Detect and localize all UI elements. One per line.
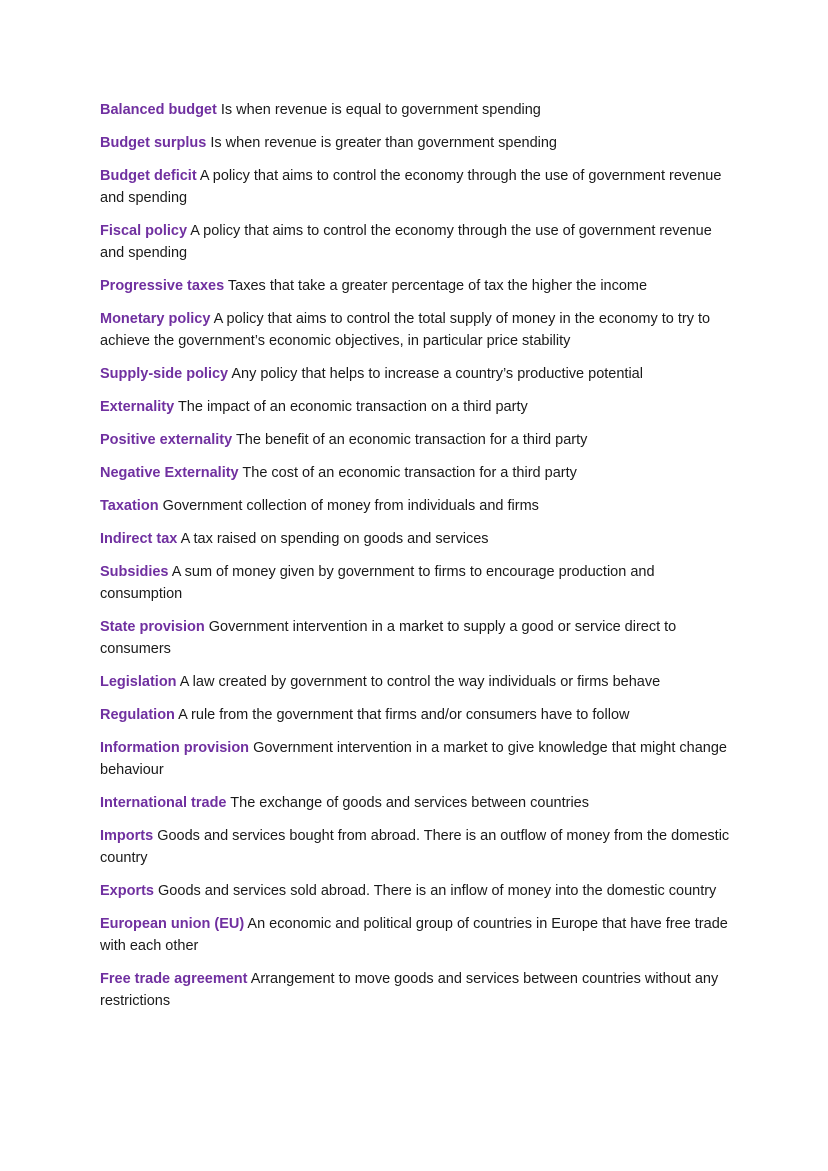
glossary-definition: Is when revenue is greater than government spending [210,135,557,151]
glossary-term: Positive externality [100,432,233,448]
glossary-definition: Arrangement to move goods and services between countries without any restrictions [100,971,719,1009]
glossary-entry [100,561,730,605]
glossary-definition: An economic and political group of countries in Europe that have free trade with each other [100,916,728,954]
glossary-entry [100,462,730,484]
glossary-definition: Goods and services sold abroad. There is an inflow of money into the domestic country [158,883,717,899]
glossary-entry [100,528,730,550]
glossary-term: Budget surplus [100,135,207,151]
glossary-definition: Government intervention in a market to supply a good or service direct to consumers [100,619,677,657]
glossary-definition: Any policy that helps to increase a country’s productive potential [231,366,643,382]
glossary-term: Progressive taxes [100,278,225,294]
glossary-entry [100,825,730,869]
glossary-definition: A law created by government to control the way individuals or firms behave [179,674,661,690]
glossary-entry [100,220,730,264]
glossary-term: Free trade agreement [100,971,248,987]
glossary-definition: A sum of money given by government to firms to encourage production and consumption [100,564,655,602]
glossary-term: International trade [100,795,227,811]
glossary-entry [100,396,730,418]
glossary-term: Imports [100,828,154,844]
glossary-entry [100,704,730,726]
glossary-term: Indirect tax [100,531,178,547]
glossary-entry [100,880,730,902]
glossary-definition: A policy that aims to control the economy through the use of government revenue and spending [100,223,712,261]
glossary-definition: Taxes that take a greater percentage of tax the higher the income [227,278,648,294]
glossary-term: Taxation [100,498,159,514]
glossary-definition: The benefit of an economic transaction for a third party [235,432,588,448]
glossary-definition: A rule from the government that firms and/or consumers have to follow [178,707,630,723]
glossary-definition: The impact of an economic transaction on a third party [177,399,528,415]
glossary-entry [100,616,730,660]
glossary-entry [100,792,730,814]
glossary-definition: Is when revenue is equal to government spending [220,102,541,118]
glossary-entry [100,99,730,121]
glossary-definition: A policy that aims to control the economy through the use of government revenue and spending [100,168,722,206]
glossary-term: Budget deficit [100,168,197,184]
glossary-term: State provision [100,619,205,635]
glossary-term: Legislation [100,674,177,690]
glossary-term: European union (EU) [100,916,245,932]
glossary-term: Information provision [100,740,250,756]
glossary-entry [100,275,730,297]
glossary-definition: The cost of an economic transaction for a third party [242,465,577,481]
glossary-entry [100,913,730,957]
glossary-definition: Government intervention in a market to give knowledge that might change behaviour [100,740,727,778]
glossary-term: Balanced budget [100,102,217,118]
glossary-definition: The exchange of goods and services between countries [230,795,589,811]
glossary-entry [100,495,730,517]
glossary-entry [100,968,730,1012]
glossary-definition: Goods and services bought from abroad. There is an outflow of money from the domestic country [100,828,730,866]
glossary-entry [100,737,730,781]
glossary-term: Fiscal policy [100,223,188,239]
glossary-definition: A policy that aims to control the total supply of money in the economy to try to achieve the government’s economic objectives, in particular price stability [100,311,711,349]
glossary-entry [100,132,730,154]
glossary-definition: A tax raised on spending on goods and services [180,531,489,547]
glossary-term: Negative Externality [100,465,239,481]
glossary-entry [100,671,730,693]
glossary-entry [100,363,730,385]
glossary-term: Regulation [100,707,175,723]
glossary-term: Externality [100,399,175,415]
glossary-term: Monetary policy [100,311,211,327]
glossary-entry [100,308,730,352]
glossary-term: Supply-side policy [100,366,229,382]
glossary-definition: Government collection of money from individuals and firms [162,498,539,514]
glossary-term: Subsidies [100,564,169,580]
glossary-entry [100,165,730,209]
glossary-term: Exports [100,883,154,899]
glossary-page [100,99,730,1023]
glossary-entry [100,429,730,451]
